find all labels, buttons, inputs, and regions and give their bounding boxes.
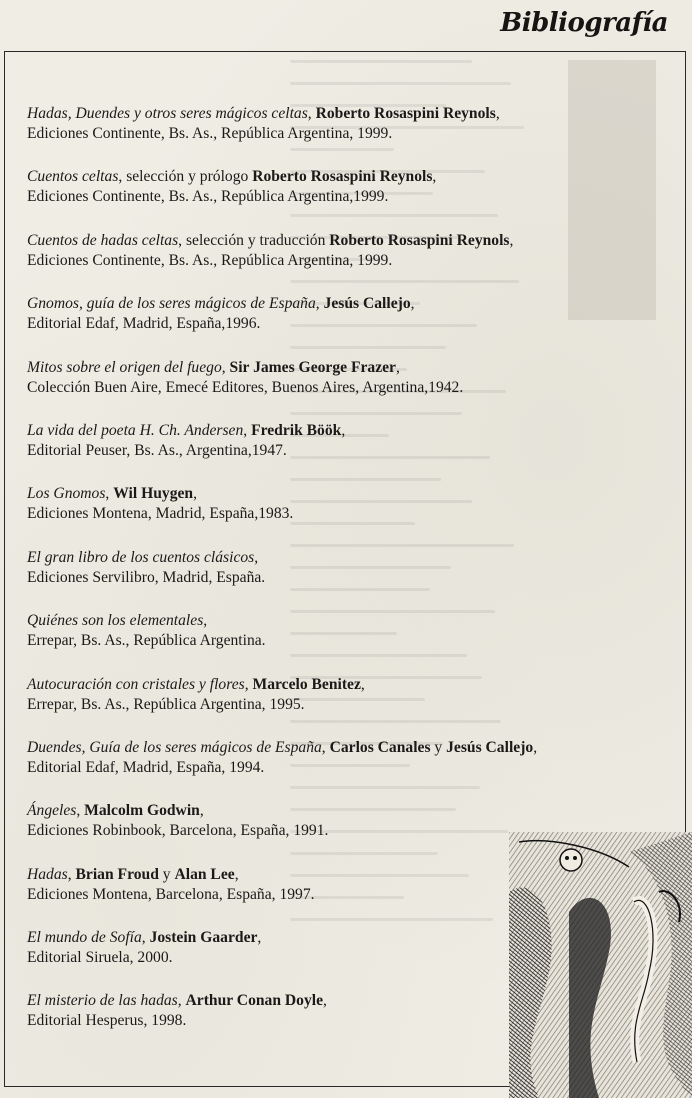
book-publisher: Editorial Siruela, 2000.	[27, 949, 173, 967]
book-publisher: Ediciones Continente, Bs. As., República Argentina, 1999.	[27, 125, 393, 142]
bibliography-entry	[27, 675, 667, 738]
book-publisher: Errepar, Bs. As., República Argentina.	[27, 632, 266, 650]
entry-citation-line: Cuentos celtas, selección y prólogo Roberto Rosaspini Reynols,	[27, 168, 437, 186]
book-publisher: Editorial Edaf, Madrid, España,1996.	[27, 315, 261, 333]
book-title: Hadas, Duendes y otros seres mágicos celtas	[27, 105, 308, 122]
page-title: Bibliografía	[500, 8, 668, 38]
bibliography-entry	[27, 421, 667, 484]
book-author: Carlos Canales	[329, 738, 431, 756]
entry-citation-line: Mitos sobre el origen del fuego, Sir James George Frazer,	[27, 358, 400, 376]
book-publisher: Errepar, Bs. As., República Argentina, 1995.	[27, 695, 305, 713]
entry-citation-line: El mundo de Sofía, Jostein Gaarder,	[27, 929, 262, 947]
fairy-engraving-illustration	[509, 832, 692, 1098]
book-author: Wil Huygen	[113, 485, 194, 503]
bibliography-entry	[27, 294, 667, 357]
book-title: Mitos sobre el origen del fuego	[27, 358, 222, 376]
entry-citation-line: Autocuración con cristales y flores, Marcelo Benitez,	[27, 675, 365, 693]
book-author: Jostein Gaarder	[149, 929, 258, 947]
book-title: Quiénes son los elementales	[27, 612, 204, 630]
book-publisher: Ediciones Robinbook, Barcelona, España, 1991.	[27, 822, 329, 840]
book-author: Fredrik Böök	[251, 421, 342, 439]
book-title: El mundo de Sofía	[27, 929, 142, 947]
book-author: Sir James George Frazer	[229, 358, 396, 376]
book-publisher: Colección Buen Aire, Emecé Editores, Buenos Aires, Argentina,1942.	[27, 378, 464, 396]
entry-citation-line: Hadas, Duendes y otros seres mágicos celtas, Roberto Rosaspini Reynols,	[27, 105, 500, 122]
book-title: Duendes, Guía de los seres mágicos de España	[27, 738, 322, 756]
book-author-2: Alan Lee	[174, 865, 235, 883]
book-publisher: Editorial Edaf, Madrid, España, 1994.	[27, 758, 265, 776]
book-title: Los Gnomos	[27, 485, 106, 503]
bibliography-entry	[27, 611, 667, 674]
book-title: Ángeles	[27, 802, 77, 820]
bibliography-entry	[27, 548, 667, 611]
entry-citation-line: El gran libro de los cuentos clásicos,	[27, 548, 259, 566]
book-publisher: Ediciones Montena, Madrid, España,1983.	[27, 505, 294, 523]
book-publisher: Editorial Peuser, Bs. As., Argentina,1947.	[27, 441, 287, 459]
entry-citation-line: Hadas, Brian Froud y Alan Lee,	[27, 865, 239, 883]
bibliography-entry	[27, 358, 667, 421]
book-author: Roberto Rosaspini Reynols	[329, 231, 510, 249]
entry-citation-line: Los Gnomos, Wil Huygen,	[27, 485, 197, 503]
book-publisher: Editorial Hesperus, 1998.	[27, 1012, 187, 1030]
book-title: El misterio de las hadas	[27, 992, 178, 1010]
book-author-2: Jesús Callejo	[446, 738, 534, 756]
book-title: Cuentos celtas	[27, 168, 119, 186]
book-author: Arthur Conan Doyle	[185, 992, 324, 1010]
entry-citation-line: Gnomos, guía de los seres mágicos de España, Jesús Callejo,	[27, 295, 415, 313]
book-author: Brian Froud	[75, 865, 159, 883]
book-title: Cuentos de hadas celtas	[27, 231, 179, 249]
entry-citation-line: Duendes, Guía de los seres mágicos de España, Carlos Canales y Jesús Callejo,	[27, 738, 538, 756]
entry-citation-line: Quiénes son los elementales,	[27, 612, 208, 630]
entry-citation-line: Cuentos de hadas celtas, selección y traducción Roberto Rosaspini Reynols,	[27, 231, 514, 249]
book-author: Jesús Callejo	[323, 295, 411, 313]
book-connector: , selección y prólogo	[118, 168, 253, 186]
book-title: El gran libro de los cuentos clásicos	[27, 548, 255, 566]
book-author: Marcelo Benitez	[252, 675, 361, 693]
entry-citation-line: Ángeles, Malcolm Godwin,	[27, 802, 204, 820]
book-publisher: Ediciones Montena, Barcelona, España, 1997.	[27, 885, 315, 903]
book-title: La vida del poeta H. Ch. Andersen	[27, 421, 244, 439]
book-connector: , selección y traducción	[178, 231, 330, 249]
book-title: Gnomos, guía de los seres mágicos de España	[27, 295, 316, 313]
book-author: Roberto Rosaspini Reynols	[252, 168, 433, 186]
book-author: Roberto Rosaspini Reynols	[315, 105, 496, 122]
book-title: Hadas	[27, 865, 68, 883]
bibliography-entry	[27, 738, 667, 801]
entry-citation-line: El misterio de las hadas, Arthur Conan Doyle,	[27, 992, 327, 1010]
bibliography-entry	[27, 484, 667, 547]
bibliography-entry	[27, 104, 667, 167]
book-author: Malcolm Godwin	[84, 802, 200, 820]
book-publisher: Ediciones Continente, Bs. As., República Argentina,1999.	[27, 188, 389, 206]
book-title: Autocuración con cristales y flores	[27, 675, 245, 693]
book-publisher: Ediciones Continente, Bs. As., República Argentina, 1999.	[27, 251, 393, 269]
bibliography-entry	[27, 231, 667, 294]
book-publisher: Ediciones Servilibro, Madrid, España.	[27, 568, 266, 586]
entry-citation-line: La vida del poeta H. Ch. Andersen, Fredrik Böök,	[27, 421, 346, 439]
bibliography-entry	[27, 167, 667, 230]
